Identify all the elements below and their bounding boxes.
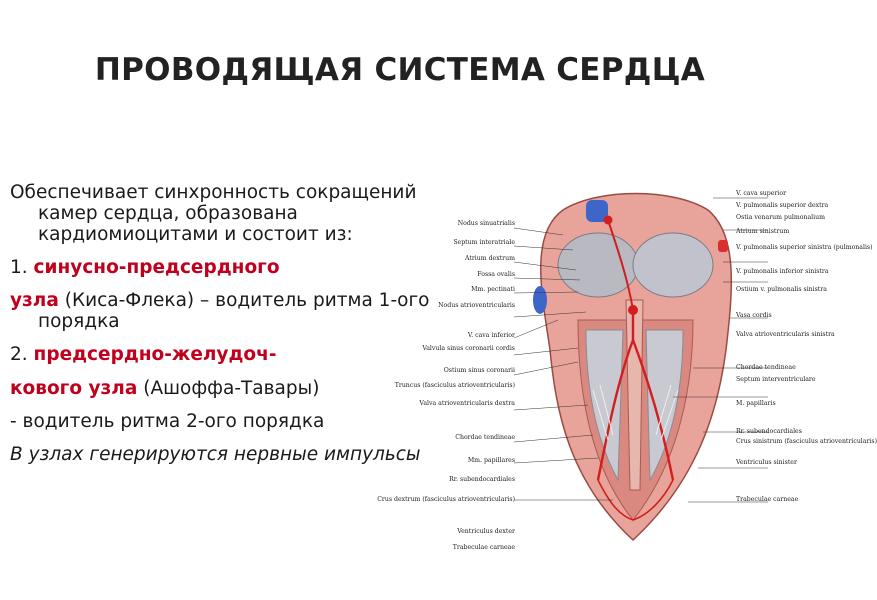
item-1-line-2 — [10, 290, 480, 332]
figure-label-left: Valva atrioventricularis dextra — [419, 400, 515, 407]
item-1-number: 1. — [10, 257, 28, 279]
right-atrium-shape — [558, 233, 638, 297]
figure-label-right: Valva atrioventricularis sinistra — [736, 331, 835, 338]
figure-label-right: Ventriculus sinister — [736, 459, 797, 466]
item-1-name-part1: синусно-предсердного — [33, 257, 280, 279]
figure-label-left: Fossa ovalis — [477, 271, 515, 278]
item-2-description: (Ашоффа-Тавары) — [143, 377, 320, 399]
pulmonary-vein-shape — [718, 240, 728, 252]
left-atrium-shape — [633, 233, 713, 297]
figure-label-left: Mm. papillares — [467, 457, 515, 464]
item-2-name-part1: предсердно-желудоч- — [33, 344, 277, 366]
item-1-description: (Киса-Флека) – водитель ритма 1-ого порядка — [38, 290, 430, 333]
item-2-name-part2: кового узла — [10, 377, 138, 399]
item-2-number: 2. — [10, 344, 28, 366]
figure-label-right: V. pulmonalis superior sinistra (pulmonalis) — [736, 244, 873, 251]
figure-label-right: Crus sinistrum (fasciculus atrioventricularis) — [736, 438, 877, 445]
figure-label-right: Atrium sinistrum — [736, 228, 790, 235]
slide-body — [10, 182, 480, 477]
item-1-line-1 — [10, 257, 480, 278]
figure-label-right: Septum interventriculare — [736, 376, 816, 383]
figure-label-right: Ostium v. pulmonalis sinistra — [736, 286, 827, 293]
figure-label-right: V. pulmonalis inferior sinistra — [736, 268, 829, 275]
figure-label-right: V. pulmonalis superior dextra — [736, 202, 829, 209]
figure-label-left: Valvula sinus coronarii cordis — [422, 345, 515, 352]
figure-label-left: Mm. pectinati — [471, 286, 515, 293]
vena-cava-inferior-shape — [533, 286, 547, 314]
figure-label-left: Nodus atrioventricularis — [438, 302, 515, 309]
sinoatrial-node-shape — [604, 216, 613, 225]
figure-label-left: Ostium sinus coronarii — [443, 367, 515, 374]
figure-label-right: Chordae tendineae — [736, 364, 796, 371]
figure-label-right: Vasa cordis — [736, 312, 772, 319]
figure-label-left: Crus dextrum (fasciculus atrioventricularis) — [377, 496, 515, 503]
figure-label-right: M. papillaris — [736, 400, 776, 407]
heart-conduction-illustration — [377, 180, 877, 558]
pacemaker-2-text: - водитель ритма 2-ого порядка — [10, 410, 325, 432]
intro-text: Обеспечивает синхронность сокращений камер сердца, образована кардиомиоцитами и состоит из: — [10, 182, 417, 246]
figure-label-left: Septum interatriale — [453, 239, 515, 246]
figure-label-left: Ventriculus dexter — [457, 528, 515, 535]
figure-label-left: Trabeculae carneae — [452, 544, 515, 551]
figure-label-right: Trabeculae carneae — [736, 496, 799, 503]
figure-label-right: Ostia venarum pulmonalium — [736, 214, 825, 221]
item-1-name-part2: узла — [10, 290, 59, 312]
figure-label-left: Atrium dextrum — [464, 255, 515, 262]
figure-label-left: Rr. subendocardiales — [449, 476, 515, 483]
figure-label-right: V. cava superior — [736, 190, 787, 197]
slide-title: ПРОВОДЯЩАЯ СИСТЕМА СЕРДЦА — [94, 52, 706, 88]
item-2-line-1 — [10, 344, 480, 365]
figure-label-left: Chordae tendineae — [455, 434, 515, 441]
conclusion-text: В узлах генерируются нервные импульсы — [10, 443, 421, 465]
figure-label-left: Nodus sinuatrialis — [457, 220, 515, 227]
figure-label-left: V. cava inferior — [467, 332, 515, 339]
figure-label-right: Rr. subendocardiales — [736, 428, 802, 435]
atrioventricular-node-shape — [628, 305, 638, 315]
figure-label-left: Truncus (fasciculus atrioventricularis) — [394, 382, 515, 389]
